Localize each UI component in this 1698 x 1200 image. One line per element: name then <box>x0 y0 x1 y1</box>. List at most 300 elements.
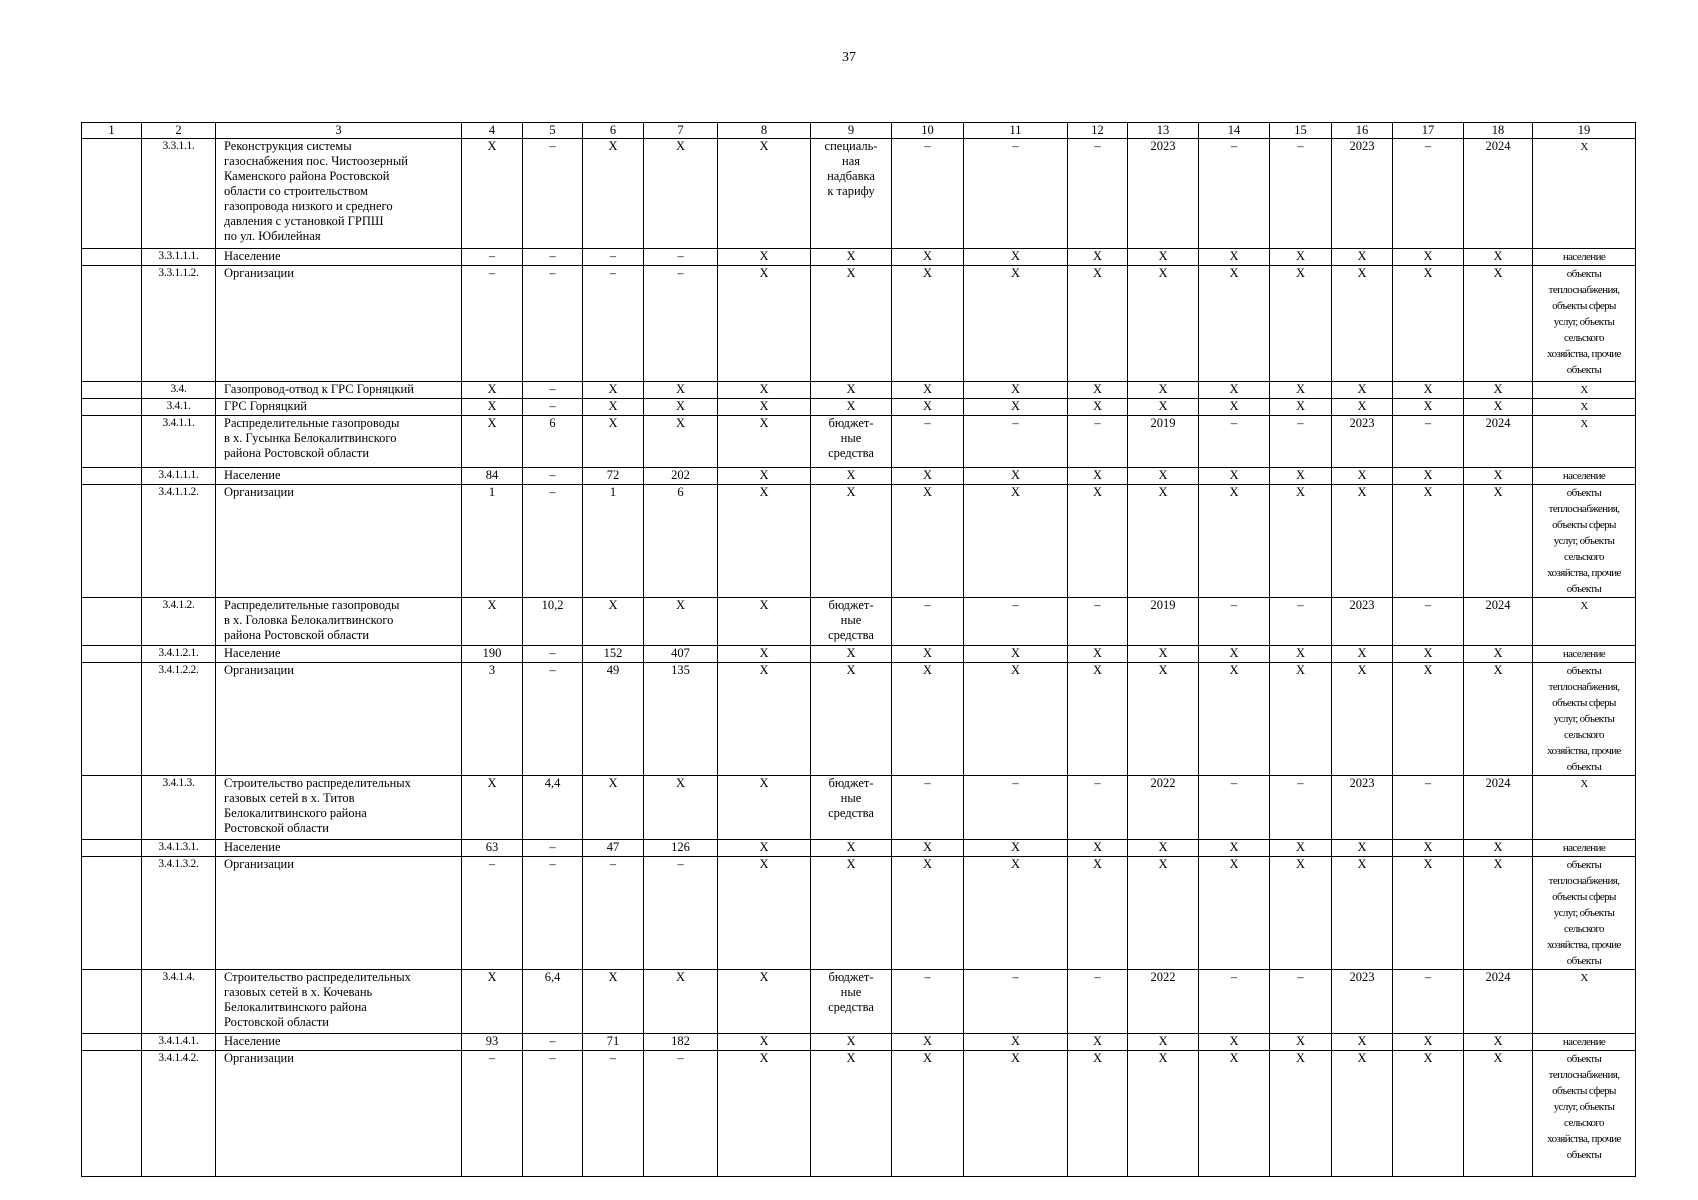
table-cell: X <box>718 468 811 485</box>
table-cell: 190 <box>462 646 523 663</box>
table-cell: X <box>1128 1051 1199 1177</box>
table-cell: X <box>1332 266 1393 382</box>
table-cell: – <box>1199 776 1270 840</box>
table-cell: X <box>811 249 892 266</box>
table-cell: X <box>964 857 1068 970</box>
table-cell: X <box>1332 485 1393 598</box>
column-number: 3 <box>216 123 462 139</box>
table-cell: 135 <box>644 663 718 776</box>
table-cell: Газопровод-отвод к ГРС Горняцкий <box>216 382 462 399</box>
table-cell: X <box>1464 646 1533 663</box>
table-cell: X <box>964 485 1068 598</box>
table-cell: X <box>892 485 964 598</box>
table-cell: X <box>1270 266 1332 382</box>
table-cell: – <box>964 776 1068 840</box>
table-cell: Население <box>216 249 462 266</box>
column-number: 18 <box>1464 123 1533 139</box>
table-cell: Реконструкция системы газоснабжения пос. Чистоозерный Каменского района Ростовской области со строительством газопровода низкого и среднего давления с установкой ГРПШ по ул. Юбилейная <box>216 139 462 249</box>
table-row <box>82 663 1636 776</box>
table-cell: X <box>811 663 892 776</box>
table-cell: 93 <box>462 1034 523 1051</box>
column-number: 12 <box>1068 123 1128 139</box>
table-cell: X <box>1332 382 1393 399</box>
table-cell: X <box>892 1034 964 1051</box>
table-cell: X <box>1533 399 1636 416</box>
table-cell: ГРС Горняцкий <box>216 399 462 416</box>
table-cell: 3.4.1.1. <box>142 416 216 468</box>
table-cell <box>82 1034 142 1051</box>
table-cell: X <box>1393 646 1464 663</box>
table-cell: X <box>1128 840 1199 857</box>
column-number: 6 <box>583 123 644 139</box>
table-cell: X <box>644 776 718 840</box>
column-number: 15 <box>1270 123 1332 139</box>
table-cell: 3.4.1.2.1. <box>142 646 216 663</box>
table-cell: 6 <box>523 416 583 468</box>
table-cell: X <box>1068 468 1128 485</box>
table-cell: X <box>892 663 964 776</box>
table-cell: X <box>718 840 811 857</box>
table-cell: X <box>718 1051 811 1177</box>
table-cell: – <box>1068 776 1128 840</box>
table-cell: 3.4.1.2.2. <box>142 663 216 776</box>
table-cell: X <box>1464 1034 1533 1051</box>
table-cell: X <box>1464 249 1533 266</box>
table-cell: Организации <box>216 1051 462 1177</box>
table-cell: X <box>1393 485 1464 598</box>
table-cell: X <box>1128 646 1199 663</box>
table-cell: X <box>964 840 1068 857</box>
table-cell: – <box>892 598 964 646</box>
table-cell: X <box>1199 266 1270 382</box>
table-cell: – <box>1270 416 1332 468</box>
column-number: 13 <box>1128 123 1199 139</box>
table-cell: 3.4.1.4.2. <box>142 1051 216 1177</box>
table-cell: X <box>811 485 892 598</box>
table-cell: X <box>1068 646 1128 663</box>
table-cell <box>82 1051 142 1177</box>
table-cell: – <box>644 266 718 382</box>
table-cell: X <box>583 399 644 416</box>
table-cell: 3.4. <box>142 382 216 399</box>
table-cell: X <box>718 416 811 468</box>
table-cell: X <box>718 857 811 970</box>
table-cell: X <box>892 399 964 416</box>
table-cell: X <box>1199 1034 1270 1051</box>
table-cell: X <box>1199 840 1270 857</box>
table-cell: X <box>1128 249 1199 266</box>
table-cell: – <box>523 382 583 399</box>
table-cell <box>82 399 142 416</box>
table-cell: X <box>1393 1034 1464 1051</box>
table-cell: X <box>462 139 523 249</box>
column-number: 7 <box>644 123 718 139</box>
table-cell: – <box>1393 970 1464 1034</box>
table-cell: 3.4.1.4. <box>142 970 216 1034</box>
table-cell: X <box>1270 382 1332 399</box>
table-cell: – <box>462 249 523 266</box>
table-cell: X <box>1332 249 1393 266</box>
table-cell: 6,4 <box>523 970 583 1034</box>
table-cell: объекты теплоснабжения, объекты сферы услуг, объекты сельского хозяйства, прочие объекты <box>1533 663 1636 776</box>
table-cell: – <box>523 663 583 776</box>
table-cell: Строительство распределительных газовых сетей в х. Кочевань Белокалитвинского района Ростовской области <box>216 970 462 1034</box>
table-cell: 2019 <box>1128 598 1199 646</box>
table-cell <box>82 249 142 266</box>
table-cell: X <box>718 249 811 266</box>
table-cell: X <box>1464 485 1533 598</box>
table-cell: 2023 <box>1332 598 1393 646</box>
table-cell: X <box>1533 598 1636 646</box>
table-cell: – <box>892 776 964 840</box>
table-cell: X <box>644 416 718 468</box>
table-cell <box>82 598 142 646</box>
table-cell: – <box>1393 776 1464 840</box>
table-cell: – <box>1199 416 1270 468</box>
table-cell: X <box>964 663 1068 776</box>
table-cell: X <box>1199 382 1270 399</box>
table-cell: X <box>811 399 892 416</box>
table-cell: 2023 <box>1332 139 1393 249</box>
table-row <box>82 468 1636 485</box>
table-cell <box>82 776 142 840</box>
table-cell: X <box>583 382 644 399</box>
table-cell: – <box>523 139 583 249</box>
table-cell: Население <box>216 468 462 485</box>
table-cell: – <box>1393 416 1464 468</box>
table-cell: X <box>892 646 964 663</box>
table-cell: 3.3.1.1.2. <box>142 266 216 382</box>
table-cell: X <box>583 598 644 646</box>
table-row <box>82 1051 1636 1177</box>
table-cell: Строительство распределительных газовых сетей в х. Титов Белокалитвинского района Ростовской области <box>216 776 462 840</box>
table-cell: население <box>1533 468 1636 485</box>
table-cell: население <box>1533 1034 1636 1051</box>
table-cell: X <box>1332 857 1393 970</box>
page-number: 37 <box>842 50 856 65</box>
table-cell <box>82 646 142 663</box>
table-cell: – <box>1068 139 1128 249</box>
table-cell: X <box>1464 1051 1533 1177</box>
table-cell: X <box>964 382 1068 399</box>
table-cell: X <box>1068 840 1128 857</box>
table-cell: – <box>964 598 1068 646</box>
column-number: 11 <box>964 123 1068 139</box>
table-cell: X <box>718 646 811 663</box>
table-cell: бюджет- ные средства <box>811 598 892 646</box>
table-cell: 407 <box>644 646 718 663</box>
table-cell: 3.4.1.4.1. <box>142 1034 216 1051</box>
table-cell: X <box>892 266 964 382</box>
table-cell <box>82 857 142 970</box>
table-cell: – <box>523 646 583 663</box>
table-row <box>82 1034 1636 1051</box>
table-cell: – <box>1393 139 1464 249</box>
table-cell <box>82 416 142 468</box>
table-row <box>82 416 1636 468</box>
table-row <box>82 776 1636 840</box>
table-cell: – <box>523 468 583 485</box>
table-cell: X <box>892 382 964 399</box>
table-row <box>82 485 1636 598</box>
table-cell: население <box>1533 840 1636 857</box>
column-number: 8 <box>718 123 811 139</box>
table-cell: X <box>1332 1034 1393 1051</box>
table-cell: X <box>1199 249 1270 266</box>
column-number: 17 <box>1393 123 1464 139</box>
table-cell: объекты теплоснабжения, объекты сферы услуг, объекты сельского хозяйства, прочие объекты <box>1533 857 1636 970</box>
table-cell: X <box>1270 249 1332 266</box>
table-cell: X <box>1199 468 1270 485</box>
table-cell: 182 <box>644 1034 718 1051</box>
table-cell: X <box>892 468 964 485</box>
table-row <box>82 249 1636 266</box>
table-cell: объекты теплоснабжения, объекты сферы услуг, объекты сельского хозяйства, прочие объекты <box>1533 1051 1636 1177</box>
table-cell: X <box>1068 485 1128 598</box>
table-cell: – <box>583 266 644 382</box>
table-cell: X <box>811 857 892 970</box>
table-cell: X <box>1199 485 1270 598</box>
table-cell: X <box>644 399 718 416</box>
table-cell: – <box>523 857 583 970</box>
table-cell: – <box>1270 598 1332 646</box>
table-cell: X <box>964 249 1068 266</box>
table-cell: 3.4.1.2. <box>142 598 216 646</box>
table-cell: X <box>1199 399 1270 416</box>
table-cell: X <box>1533 970 1636 1034</box>
table-cell: X <box>718 970 811 1034</box>
table-cell: 2023 <box>1332 776 1393 840</box>
table-cell: 71 <box>583 1034 644 1051</box>
table-cell: 10,2 <box>523 598 583 646</box>
table-cell: X <box>462 970 523 1034</box>
table-cell: бюджет- ные средства <box>811 970 892 1034</box>
table-cell: X <box>811 1034 892 1051</box>
table-cell: X <box>964 646 1068 663</box>
column-number: 19 <box>1533 123 1636 139</box>
table-cell <box>82 139 142 249</box>
table-cell: 3.4.1. <box>142 399 216 416</box>
table-cell: X <box>892 1051 964 1177</box>
table-cell: X <box>1270 1051 1332 1177</box>
table-cell: X <box>1199 1051 1270 1177</box>
table-cell: X <box>1128 266 1199 382</box>
table-cell: X <box>718 1034 811 1051</box>
table-cell: X <box>1128 485 1199 598</box>
table-cell: – <box>1393 598 1464 646</box>
table-cell: 3.4.1.3.1. <box>142 840 216 857</box>
table-cell: X <box>644 382 718 399</box>
table-cell: 2024 <box>1464 139 1533 249</box>
table-cell: X <box>892 857 964 970</box>
table-cell: X <box>964 1051 1068 1177</box>
table-cell: X <box>718 139 811 249</box>
column-number: 14 <box>1199 123 1270 139</box>
table-cell: X <box>1533 776 1636 840</box>
table-cell: X <box>811 468 892 485</box>
table-cell: – <box>462 266 523 382</box>
table-cell: 2024 <box>1464 776 1533 840</box>
table-cell: X <box>1533 416 1636 468</box>
table-cell: X <box>1393 468 1464 485</box>
table-cell: X <box>1332 840 1393 857</box>
table-cell: 63 <box>462 840 523 857</box>
table-cell: X <box>583 416 644 468</box>
table-cell: X <box>1332 646 1393 663</box>
table-cell: X <box>892 249 964 266</box>
table-cell: – <box>523 249 583 266</box>
table-row <box>82 857 1636 970</box>
table-cell: – <box>1068 416 1128 468</box>
column-number: 2 <box>142 123 216 139</box>
table-cell: X <box>718 485 811 598</box>
table-cell: 3.4.1.3.2. <box>142 857 216 970</box>
table-cell: X <box>1393 249 1464 266</box>
table-cell: X <box>462 598 523 646</box>
table-cell: X <box>718 399 811 416</box>
column-number: 10 <box>892 123 964 139</box>
table-cell: – <box>1068 598 1128 646</box>
table-cell: 72 <box>583 468 644 485</box>
table-cell <box>82 840 142 857</box>
table-cell: X <box>1128 468 1199 485</box>
table-cell: бюджет- ные средства <box>811 776 892 840</box>
table-cell: 4,4 <box>523 776 583 840</box>
table-cell: X <box>1464 840 1533 857</box>
table-cell: 3.3.1.1. <box>142 139 216 249</box>
table-cell: – <box>462 1051 523 1177</box>
table-cell: – <box>1270 776 1332 840</box>
table-cell <box>82 266 142 382</box>
table-cell: – <box>583 857 644 970</box>
table-cell: 2023 <box>1332 416 1393 468</box>
table-cell: X <box>1464 382 1533 399</box>
table-cell: X <box>811 1051 892 1177</box>
table-cell: – <box>1199 139 1270 249</box>
table-cell: X <box>1332 663 1393 776</box>
table-cell: X <box>1393 840 1464 857</box>
table-cell: X <box>1128 857 1199 970</box>
table-cell: 3.4.1.3. <box>142 776 216 840</box>
table-cell <box>82 663 142 776</box>
table-row <box>82 266 1636 382</box>
table-cell: X <box>1128 399 1199 416</box>
table-cell: X <box>1533 382 1636 399</box>
table-cell: 49 <box>583 663 644 776</box>
table-cell: X <box>1068 1051 1128 1177</box>
table-cell: X <box>1128 663 1199 776</box>
table-cell: 202 <box>644 468 718 485</box>
table-cell: X <box>1128 382 1199 399</box>
table-cell: X <box>1270 1034 1332 1051</box>
table-cell: X <box>964 1034 1068 1051</box>
table-cell: 1 <box>583 485 644 598</box>
table-cell: X <box>1270 399 1332 416</box>
table-cell: X <box>1199 646 1270 663</box>
table-cell: X <box>1128 1034 1199 1051</box>
table-cell: Организации <box>216 857 462 970</box>
table-cell: – <box>1270 970 1332 1034</box>
table-cell: 2022 <box>1128 970 1199 1034</box>
table-cell: 152 <box>583 646 644 663</box>
table-cell: 1 <box>462 485 523 598</box>
table-cell: X <box>1464 266 1533 382</box>
table-cell: 2023 <box>1332 970 1393 1034</box>
table-cell: – <box>892 139 964 249</box>
table-cell: X <box>1332 399 1393 416</box>
table-cell: X <box>718 663 811 776</box>
table-cell: X <box>811 840 892 857</box>
table-cell: X <box>1270 663 1332 776</box>
table-cell: – <box>964 416 1068 468</box>
table-cell: – <box>644 249 718 266</box>
table-cell: X <box>1270 646 1332 663</box>
table-cell: бюджет- ные средства <box>811 416 892 468</box>
table-cell: – <box>644 857 718 970</box>
table-cell: объекты теплоснабжения, объекты сферы услуг, объекты сельского хозяйства, прочие объекты <box>1533 485 1636 598</box>
table-cell: X <box>811 646 892 663</box>
table-cell: 84 <box>462 468 523 485</box>
table-row <box>82 598 1636 646</box>
table-cell: 2024 <box>1464 416 1533 468</box>
table-cell: X <box>964 399 1068 416</box>
table-cell: 2023 <box>1128 139 1199 249</box>
table-cell: 2019 <box>1128 416 1199 468</box>
table-cell: X <box>1393 382 1464 399</box>
table-cell: Население <box>216 646 462 663</box>
data-table <box>81 122 1636 1177</box>
table-cell: X <box>1199 857 1270 970</box>
table-cell: 47 <box>583 840 644 857</box>
table-cell: X <box>1464 857 1533 970</box>
table-cell: Население <box>216 1034 462 1051</box>
table-cell: X <box>1393 266 1464 382</box>
table-cell: X <box>1270 468 1332 485</box>
table-cell: – <box>964 970 1068 1034</box>
table-cell: – <box>1270 139 1332 249</box>
table-cell: Распределительные газопроводы в х. Гусынка Белокалитвинского района Ростовской области <box>216 416 462 468</box>
table-cell: X <box>1393 1051 1464 1177</box>
table-cell: X <box>1393 399 1464 416</box>
table-cell: X <box>1068 382 1128 399</box>
table-cell: – <box>523 399 583 416</box>
table-cell: X <box>1393 663 1464 776</box>
table-cell: X <box>1533 139 1636 249</box>
table-cell: – <box>523 266 583 382</box>
table-cell: 2024 <box>1464 970 1533 1034</box>
table-cell: – <box>964 139 1068 249</box>
table-row <box>82 646 1636 663</box>
table-cell: Организации <box>216 266 462 382</box>
table-cell: Организации <box>216 663 462 776</box>
table-cell: X <box>1068 857 1128 970</box>
table-cell: X <box>583 139 644 249</box>
table-cell: население <box>1533 249 1636 266</box>
table-cell: X <box>718 382 811 399</box>
table-cell: – <box>1199 598 1270 646</box>
table-cell: X <box>1199 663 1270 776</box>
table-cell: X <box>1332 1051 1393 1177</box>
table-cell: – <box>523 840 583 857</box>
table-cell: X <box>1270 857 1332 970</box>
table-cell: – <box>1199 970 1270 1034</box>
column-number: 5 <box>523 123 583 139</box>
table-cell: X <box>1270 485 1332 598</box>
table-cell: X <box>1332 468 1393 485</box>
table-cell: X <box>718 266 811 382</box>
table-cell: – <box>462 857 523 970</box>
table-row <box>82 970 1636 1034</box>
